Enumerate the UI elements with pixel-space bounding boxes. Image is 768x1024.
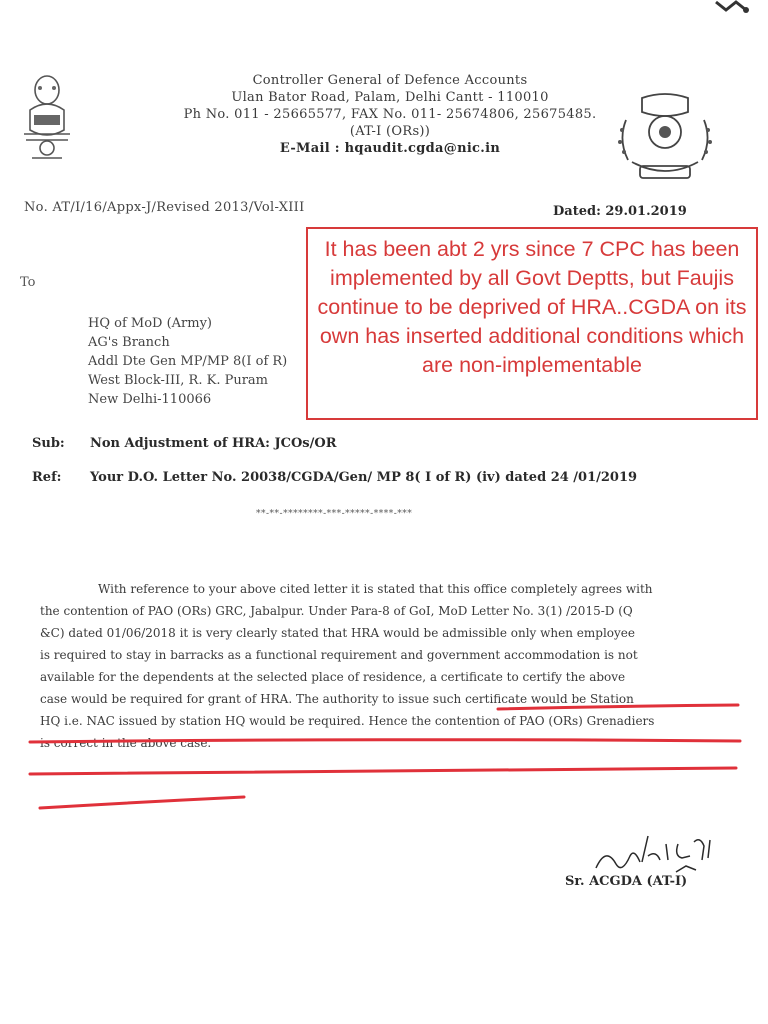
signatory-designation: Sr. ACGDA (AT-I) (565, 874, 688, 889)
body-line: HQ i.e. NAC issued by station HQ would be required. Hence the contention of PAO (ORs) Grenadiers (40, 714, 655, 728)
body-line: &C) dated 01/06/2018 it is very clearly stated that HRA would be admissible only when employee (40, 626, 635, 640)
section-code: (AT-I (ORs)) (349, 124, 431, 139)
body-line: With reference to your above cited letter it is stated that this office completely agrees with (98, 582, 653, 596)
body-paragraph (40, 578, 740, 754)
body-line: the contention of PAO (ORs) GRC, Jabalpur. Under Para-8 of GoI, MoD Letter No. 3(1) /2015-D (Q (40, 604, 633, 618)
reference-text: Your D.O. Letter No. 20038/CGDA/Gen/ MP 8( I of R) (iv) dated 24 /01/2019 (90, 470, 638, 485)
body-line: is required to stay in barracks as a functional requirement and government accommodation is not (40, 648, 638, 662)
email-address: E-Mail : hqaudit.cgda@nic.in (279, 141, 501, 156)
addressee-line: HQ of MoD (Army) (88, 316, 213, 331)
addressee-line: Addl Dte Gen MP/MP 8(I of R) (88, 354, 288, 369)
addressee-line: New Delhi-110066 (88, 392, 212, 407)
letter-date: Dated: 29.01.2019 (553, 204, 687, 219)
subject-text: Non Adjustment of HRA: JCOs/OR (90, 436, 337, 451)
defence-accounts-crest-icon (612, 90, 718, 186)
underline-stroke (30, 768, 736, 774)
underline-stroke (40, 797, 244, 808)
body-line: case would be required for grant of HRA. The authority to issue such certificate would be Station (40, 692, 634, 706)
to-label: To (20, 275, 36, 290)
phone-fax: Ph No. 011 - 25665577, FAX No. 011- 25674806, 25675485. (183, 107, 597, 122)
national-emblem-icon (12, 70, 82, 180)
addressee-line: AG's Branch (88, 335, 170, 350)
corner-arrow-icon (712, 0, 750, 18)
addressee-block (88, 314, 287, 409)
letterhead (140, 72, 640, 157)
org-address: Ulan Bator Road, Palam, Delhi Cantt - 110010 (231, 90, 549, 105)
addressee-line: West Block-III, R. K. Puram (88, 373, 268, 388)
body-line: available for the dependents at the selected place of residence, a certificate to certify the above (40, 670, 626, 684)
subject-label: Sub: (32, 436, 65, 451)
reference-label: Ref: (32, 470, 62, 485)
body-line: is correct in the above case. (40, 736, 212, 750)
annotation-callout: It has been abt 2 yrs since 7 CPC has been implemented by all Govt Deptts, but Faujis continue to be deprived of HRA..CGDA on its own has inserted additional conditions which are non-implementable (306, 227, 758, 420)
reference-number: No. AT/I/16/Appx-J/Revised 2013/Vol-XIII (24, 200, 305, 215)
org-name: Controller General of Defence Accounts (252, 73, 528, 88)
separator: **-**-********-***-*****-****-*** (256, 509, 413, 519)
